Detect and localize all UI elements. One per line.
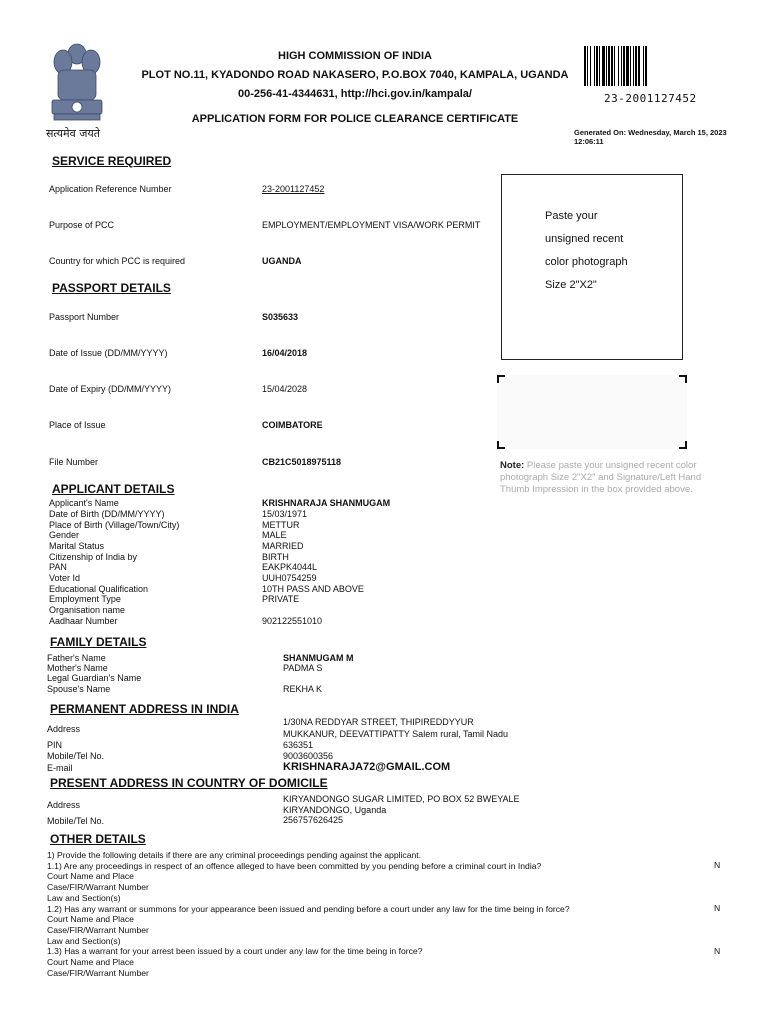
label-present-mobile: Mobile/Tel No. <box>47 816 105 826</box>
value-present-address-line2: KIRYANDONGO, Uganda <box>283 805 387 815</box>
section-heading-applicant: APPLICANT DETAILS <box>52 482 175 496</box>
label-pin: PIN <box>47 740 63 750</box>
barcode-bar <box>623 46 625 86</box>
label-employment-type: Employment Type <box>49 594 121 604</box>
question-line: 1) Provide the following details if there are any criminal proceedings pending against the applicant. <box>47 850 422 860</box>
barcode-bar <box>594 46 595 86</box>
question-line: Case/FIR/Warrant Number <box>47 967 149 978</box>
section-heading-service: SERVICE REQUIRED <box>52 154 172 168</box>
label-file-number: File Number <box>49 457 99 467</box>
value-employment-type: PRIVATE <box>262 594 300 604</box>
label-place-of-birth: Place of Birth (Village/Town/City) <box>49 520 180 530</box>
value-present-address-line1: KIRYANDONGO SUGAR LIMITED, PO BOX 52 BWEYALE <box>283 794 520 804</box>
barcode <box>584 46 694 86</box>
question-line: Court Name and Place <box>47 957 134 968</box>
section-heading-present-address: PRESENT ADDRESS IN COUNTRY OF DOMICILE <box>50 776 328 790</box>
value-aadhaar: 902122551010 <box>262 616 323 626</box>
value-education: 10TH PASS AND ABOVE <box>262 584 364 594</box>
value-date-of-expiry: 15/04/2028 <box>262 384 308 394</box>
barcode-bar <box>643 46 644 86</box>
value-place-of-birth: METTUR <box>262 520 300 530</box>
photo-line: Size 2"X2" <box>545 279 597 291</box>
corner-mark <box>679 375 687 383</box>
barcode-number: 23-2001127452 <box>604 92 697 105</box>
barcode-bar <box>635 46 637 86</box>
value-permanent-address-line2: MUKKANUR, DEEVATTIPATTY Salem rural, Tamil Nadu <box>283 729 509 739</box>
note-text: Please paste your unsigned recent color photograph Size 2"X2" and Signature/Left Hand Thumb Impression in the box provided above. <box>500 460 702 495</box>
value-gender: MALE <box>262 530 287 540</box>
barcode-bar <box>618 46 619 86</box>
label-voter-id: Voter Id <box>49 573 81 583</box>
label-citizenship: Citizenship of India by <box>49 552 138 562</box>
barcode-bar <box>638 46 640 86</box>
value-place-of-issue: COIMBATORE <box>262 420 323 430</box>
answer-1-1: N <box>714 860 721 870</box>
value-purpose: EMPLOYMENT/EMPLOYMENT VISA/WORK PERMIT <box>262 220 481 230</box>
label-spouse: Spouse's Name <box>47 684 111 694</box>
value-dob: 15/03/1971 <box>262 509 308 519</box>
question-line: Court Name and Place <box>47 871 134 882</box>
barcode-bar <box>630 46 631 86</box>
barcode-bar <box>590 46 591 86</box>
barcode-bar <box>614 46 615 86</box>
signature-area <box>497 375 687 449</box>
value-app-ref: 23-2001127452 <box>262 184 325 194</box>
value-date-of-issue: 16/04/2018 <box>262 348 308 358</box>
label-guardian: Legal Guardian's Name <box>47 673 142 683</box>
value-spouse: REKHA K <box>283 684 323 694</box>
barcode-bar <box>645 46 647 86</box>
label-permanent-address: Address <box>47 724 81 734</box>
value-pan: EAKPK4044L <box>262 562 318 572</box>
question-line: Law and Section(s) <box>47 892 121 903</box>
barcode-bar <box>621 46 622 86</box>
emblem-motto: सत्यमेव जयते <box>46 127 101 140</box>
section-heading-permanent-address: PERMANENT ADDRESS IN INDIA <box>50 702 239 716</box>
value-voter-id: UUH0754259 <box>262 573 317 583</box>
barcode-bar <box>611 46 613 86</box>
barcode-bar <box>606 46 607 86</box>
value-father: SHANMUGAM M <box>283 653 354 663</box>
barcode-bar <box>633 46 634 86</box>
value-email: KRISHNARAJA72@GMAIL.COM <box>283 761 451 773</box>
barcode-bar <box>599 46 600 86</box>
generated-on: Generated On: Wednesday, March 15, 2023 12:06:11 <box>574 128 727 146</box>
label-country: Country for which PCC is required <box>49 256 186 266</box>
question-line: Law and Section(s) <box>47 935 121 946</box>
question-line: Court Name and Place <box>47 914 134 925</box>
question-line: 1.2) Has any warrant or summons for your appearance been issued and pending before a court under any law for the time being in force? <box>47 903 570 914</box>
value-marital-status: MARRIED <box>262 541 304 551</box>
value-permanent-address-line1: 1/30NA REDDYAR STREET, THIPIREDDYYUR <box>283 717 474 727</box>
label-pan: PAN <box>49 562 67 572</box>
label-date-of-expiry: Date of Expiry (DD/MM/YYYY) <box>49 384 172 394</box>
barcode-bar <box>596 46 598 86</box>
label-organisation: Organisation name <box>49 605 126 615</box>
photo-note <box>500 460 720 496</box>
label-gender: Gender <box>49 530 80 540</box>
label-place-of-issue: Place of Issue <box>49 420 106 430</box>
form-title: APPLICATION FORM FOR POLICE CLEARANCE CERTIFICATE <box>191 113 519 125</box>
label-passport-number: Passport Number <box>49 312 120 322</box>
photo-line: color photograph <box>545 256 628 268</box>
value-passport-number: S035633 <box>262 312 299 322</box>
value-file-number: CB21C5018975118 <box>262 457 342 467</box>
answer-1-3: N <box>714 946 721 956</box>
label-father: Father's Name <box>47 653 106 663</box>
question-line: Case/FIR/Warrant Number <box>47 882 149 893</box>
photo-line: unsigned recent <box>545 233 624 245</box>
value-applicant-name: KRISHNARAJA SHANMUGAM <box>262 498 391 508</box>
corner-mark <box>497 441 505 449</box>
photo-instructions <box>545 205 628 297</box>
section-heading-other: OTHER DETAILS <box>50 832 146 846</box>
value-mother: PADMA S <box>283 663 323 673</box>
label-present-address: Address <box>47 800 81 810</box>
value-present-mobile: 256757626425 <box>283 815 344 825</box>
section-heading-passport: PASSPORT DETAILS <box>52 281 171 295</box>
label-app-ref: Application Reference Number <box>49 184 172 194</box>
label-email: E-mail <box>47 763 73 773</box>
corner-mark <box>679 441 687 449</box>
barcode-bar <box>602 46 605 86</box>
corner-mark <box>497 375 505 383</box>
question-line: 1.3) Has a warrant for your arrest been issued by a court under any law for the time being in force? <box>47 946 423 957</box>
question-line: Case/FIR/Warrant Number <box>47 924 149 935</box>
label-education: Educational Qualification <box>49 584 149 594</box>
label-purpose: Purpose of PCC <box>49 220 115 230</box>
label-date-of-issue: Date of Issue (DD/MM/YYYY) <box>49 348 168 358</box>
barcode-bar <box>584 46 586 86</box>
value-citizenship: BIRTH <box>262 552 289 562</box>
label-marital-status: Marital Status <box>49 541 105 551</box>
org-contact: 00-256-41-4344631, http://hci.gov.in/kampala/ <box>238 88 472 100</box>
value-pin: 636351 <box>283 740 314 750</box>
question-line: 1.1) Are any proceedings in respect of an offence alleged to have been committed by you pending before a criminal court in India? <box>47 860 542 871</box>
photo-line: Paste your <box>545 210 598 222</box>
note-label: Note: <box>500 460 525 471</box>
label-mother: Mother's Name <box>47 663 108 673</box>
barcode-bar <box>587 46 588 86</box>
national-emblem-icon <box>46 40 108 140</box>
value-permanent-mobile: 9003600356 <box>283 751 334 761</box>
label-permanent-mobile: Mobile/Tel No. <box>47 751 105 761</box>
label-applicant-name: Applicant's Name <box>49 498 119 508</box>
barcode-bar <box>626 46 629 86</box>
label-dob: Date of Birth (DD/MM/YYYY) <box>49 509 165 519</box>
label-aadhaar: Aadhaar Number <box>49 616 118 626</box>
answer-1-2: N <box>714 903 721 913</box>
barcode-bar <box>608 46 610 86</box>
section-heading-family: FAMILY DETAILS <box>50 635 147 649</box>
other-details-lines <box>47 850 570 978</box>
org-address: PLOT NO.11, KYADONDO ROAD NAKASERO, P.O.BOX 7040, KAMPALA, UGANDA <box>141 69 569 81</box>
org-name: HIGH COMMISSION OF INDIA <box>278 50 432 62</box>
value-country: UGANDA <box>262 256 302 266</box>
